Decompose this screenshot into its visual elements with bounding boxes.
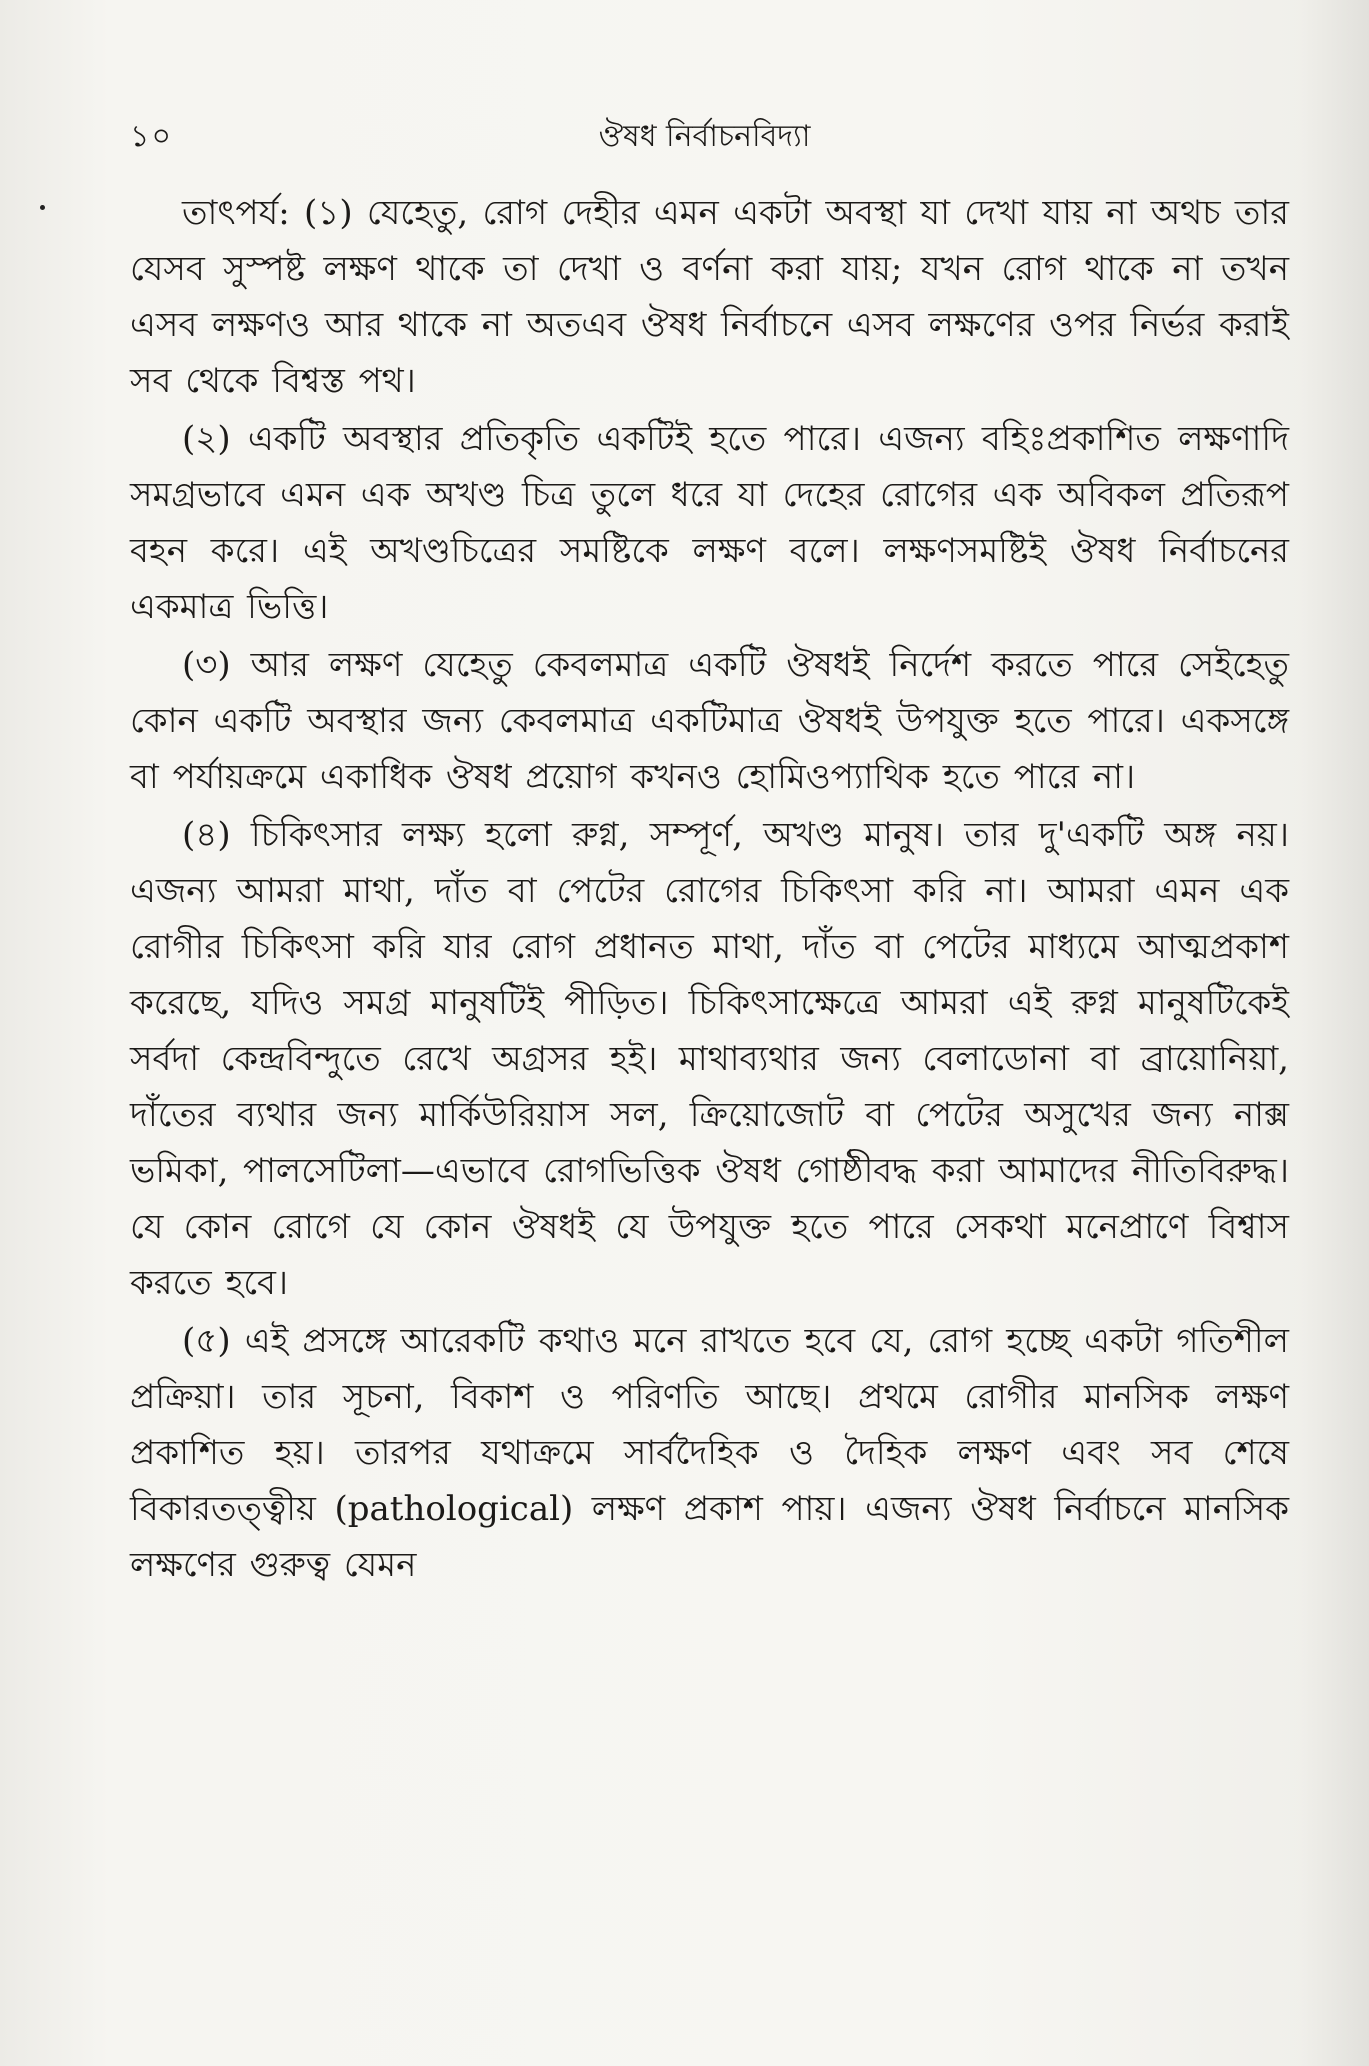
page-number: ১০ [130,119,173,154]
margin-mark [40,205,45,210]
page-header [130,112,1279,172]
page-edge-shadow [1299,0,1369,2066]
body-text [130,185,1289,1593]
paragraph-2: (২) একটি অবস্থার প্রতিকৃতি একটিই হতে পারে। এজন্য বহিঃপ্রকাশিত লক্ষণাদি সমগ্রভাবে এমন এক অখণ্ড চিত্র তুলে ধরে যা দেহের রোগের এক অবিকল প্রতিরূপ বহন করে। এই অখণ্ডচিত্রের সমষ্টিকে লক্ষণ বলে। লক্ষণসমষ্টিই ঔষধ নির্বাচনের একমাত্র ভিত্তি। [130,419,1289,627]
paragraph-3: (৩) আর লক্ষণ যেহেতু কেবলমাত্র একটি ঔষধই নির্দেশ করতে পারে সেইহেতু কোন একটি অবস্থার জন্য কেবলমাত্র একটিমাত্র ঔষধই উপযুক্ত হতে পারে। একসঙ্গে বা পর্যায়ক্রমে একাধিক ঔষধ প্রয়োগ কখনও হোমিওপ্যাথিক হতে পারে না। [130,645,1289,797]
running-title: ঔষধ নির্বাচনবিদ্যা [598,119,811,154]
paragraph-4: (৪) চিকিৎসার লক্ষ্য হলো রুগ্ন, সম্পূর্ণ, অখণ্ড মানুষ। তার দু'একটি অঙ্গ নয়। এজন্য আমরা মাথা, দাঁত বা পেটের রোগের চিকিৎসা করি না। আমরা এমন এক রোগীর চিকিৎসা করি যার রোগ প্রধানত মাথা, দাঁত বা পেটের মাধ্যমে আত্মপ্রকাশ করেছে, যদিও সমগ্র মানুষটিই পীড়িত। চিকিৎসাক্ষেত্রে আমরা এই রুগ্ন মানুষটিকেই সর্বদা কেন্দ্রবিন্দুতে রেখে অগ্রসর হই। মাথাব্যথার জন্য বেলাডোনা বা ব্রায়োনিয়া, দাঁতের ব্যথার জন্য মার্কিউরিয়াস সল, ক্রিয়োজোট বা পেটের অসুখের জন্য নাক্স ভমিকা, পালসেটিলা—এভাবে রোগভিত্তিক ঔষধ গোষ্ঠীবদ্ধ করা আমাদের নীতিবিরুদ্ধ। যে কোন রোগে যে কোন ঔষধই যে উপযুক্ত হতে পারে সেকথা মনেপ্রাণে বিশ্বাস করতে হবে। [130,815,1289,1303]
paragraph-1: তাৎপর্য: (১) যেহেতু, রোগ দেহীর এমন একটা অবস্থা যা দেখা যায় না অথচ তার যেসব সুস্পষ্ট লক্ষণ থাকে তা দেখা ও বর্ণনা করা যায়; যখন রোগ থাকে না তখন এসব লক্ষণও আর থাকে না অতএব ঔষধ নির্বাচনে এসব লক্ষণের ওপর নির্ভর করাই সব থেকে বিশ্বস্ত পথ। [130,193,1289,401]
paragraph-5: (৫) এই প্রসঙ্গে আরেকটি কথাও মনে রাখতে হবে যে, রোগ হচ্ছে একটা গতিশীল প্রক্রিয়া। তার সূচনা, বিকাশ ও পরিণতি আছে। প্রথমে রোগীর মানসিক লক্ষণ প্রকাশিত হয়। তারপর যথাক্রমে সার্বদৈহিক ও দৈহিক লক্ষণ এবং সব শেষে বিকারতত্ত্বীয় (pathological) লক্ষণ প্রকাশ পায়। এজন্য ঔষধ নির্বাচনে মানসিক লক্ষণের গুরুত্ব যেমন [130,1321,1289,1585]
